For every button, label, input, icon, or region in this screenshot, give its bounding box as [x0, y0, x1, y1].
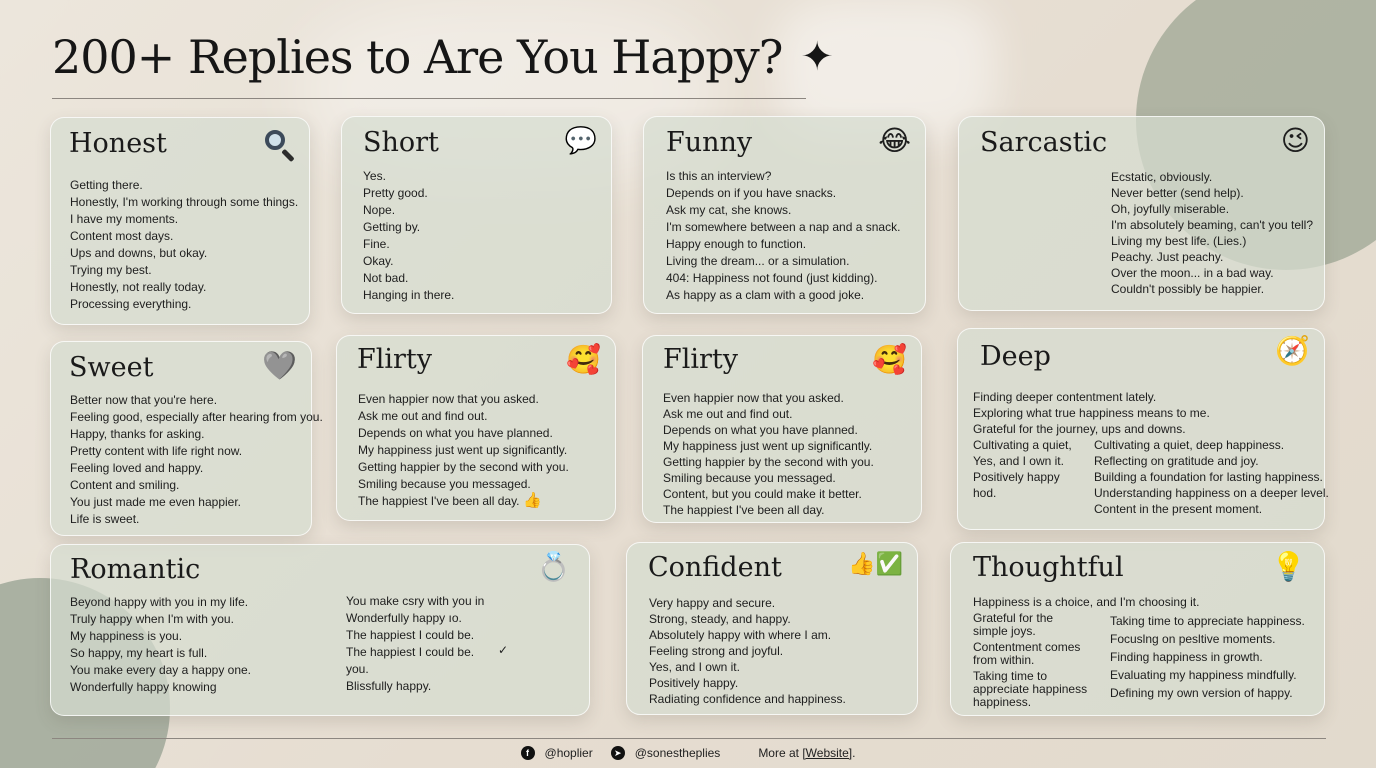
sparkle-icon: ✦: [800, 34, 833, 80]
card-honest: [50, 117, 310, 325]
facebook-handle[interactable]: @hoplier: [544, 746, 593, 760]
list-item: Getting happier by the second with you.: [358, 460, 569, 474]
title-divider: [52, 98, 806, 99]
card-title: Honest: [69, 128, 167, 159]
ring-icon: 💍: [536, 551, 571, 582]
list-item: Absolutely happy with where I am.: [649, 628, 832, 642]
smiling-face-hearts-icon: 🥰: [872, 344, 907, 375]
page-title: [52, 30, 833, 84]
list-item: Ask my cat, she knows.: [666, 203, 792, 217]
card-title: Flirty: [357, 344, 433, 375]
reply-list-right: [1094, 437, 1329, 517]
list-item: Over the moon... in a bad way.: [1111, 266, 1274, 280]
card-flirty: [336, 335, 616, 521]
page-title-text: 200+ Replies to Are You Happy?: [52, 30, 783, 84]
list-item: Better now that you're here.: [70, 393, 218, 407]
list-item: Depends on what you have planned.: [663, 423, 858, 437]
list-item: hod.: [973, 486, 997, 500]
list-item: Content and smiling.: [70, 478, 180, 492]
card-confident: [626, 542, 918, 715]
list-item: You make every day a happy one.: [70, 663, 252, 677]
list-item: Blissfully happy.: [346, 679, 432, 693]
reply-list: [649, 595, 846, 707]
list-item: Fine.: [363, 237, 390, 251]
list-item: Content most days.: [70, 229, 174, 243]
list-item: The happiest I've been all day.: [663, 503, 825, 517]
card-sweet: [50, 341, 323, 536]
list-item: Evaluating my happiness mindfully.: [1110, 668, 1297, 682]
laughing-face-icon: 😂: [878, 125, 911, 156]
list-item: Life is sweet.: [70, 512, 140, 526]
list-item: Yes, and I own it.: [649, 660, 740, 674]
list-item: I'm somewhere between a nap and a snack.: [666, 220, 901, 234]
speech-bubble-icon: 💬: [564, 125, 597, 155]
list-item: Smiling because you messaged.: [358, 477, 531, 491]
list-item: Not bad.: [363, 271, 409, 285]
reply-list: [70, 392, 323, 528]
list-item: simple joys.: [973, 624, 1036, 638]
magnifier-icon: [263, 128, 295, 165]
list-item: Oh, joyfully miserable.: [1111, 202, 1230, 216]
list-item: Even happier now that you asked.: [358, 392, 539, 406]
list-item: As happy as a clam with a good joke.: [666, 288, 865, 302]
reply-list-top: [973, 594, 1199, 611]
list-item: Ecstatic, obviously.: [1111, 170, 1213, 184]
card-title: Deep: [980, 341, 1051, 372]
list-item: Smiling because you messaged.: [663, 471, 836, 485]
list-item: Finding deeper contentment lately.: [973, 390, 1157, 404]
list-item: Beyond happy with you in my life.: [70, 595, 249, 609]
heart-icon: 🩶: [262, 350, 297, 381]
list-item: Wonderfully happy knowing: [70, 680, 217, 694]
list-item: Yes, and I own it.: [973, 454, 1064, 468]
list-item: Is this an interview?: [666, 169, 772, 183]
footer-more-text: More at [Website].: [758, 746, 856, 760]
website-link[interactable]: [Website]: [802, 746, 853, 760]
reply-list: [666, 168, 900, 304]
list-item: Grateful for the journey, ups and downs.: [973, 422, 1186, 436]
list-item: Very happy and secure.: [649, 596, 776, 610]
reply-list-right: [346, 593, 484, 695]
list-item: Getting by.: [363, 220, 421, 234]
reply-list-left: [973, 437, 1072, 501]
list-item: Never better (send help).: [1111, 186, 1244, 200]
card-funny: [643, 116, 926, 314]
list-item: Happiness is a choice, and I'm choosing it.: [973, 595, 1200, 609]
card-title: Romantic: [70, 554, 201, 585]
list-item: Building a foundation for lasting happiness.: [1094, 470, 1323, 484]
list-item: Ask me out and find out.: [663, 407, 793, 421]
list-item: appreciate happiness: [973, 682, 1088, 696]
list-item: Feeling good, especially after hearing from you.: [70, 410, 323, 424]
list-item: Exploring what true happiness means to me.: [973, 406, 1210, 420]
list-item: Defining my own version of happy.: [1110, 686, 1293, 700]
facebook-icon[interactable]: f: [521, 746, 535, 760]
list-item: Depends on what you have planned.: [358, 426, 553, 440]
list-item: Feeling strong and joyful.: [649, 644, 784, 658]
reply-list-right: [1110, 612, 1305, 702]
list-item: Grateful for the: [973, 611, 1054, 625]
card-title: Short: [363, 127, 439, 158]
list-item: Understanding happiness on a deeper level.: [1094, 486, 1329, 500]
list-item: I have my moments.: [70, 212, 179, 226]
list-item: I'm absolutely beaming, can't you tell?: [1111, 218, 1314, 232]
list-item: Couldn't possibly be happier.: [1111, 282, 1265, 296]
card-short: [341, 116, 612, 314]
list-item: Contentment comes: [973, 640, 1081, 654]
list-item: Taking time to appreciate happiness.: [1110, 614, 1305, 628]
thumbs-up-icon: 👍: [523, 492, 542, 509]
winking-face-icon: 😉: [1280, 125, 1310, 156]
list-item: My happiness is you.: [70, 629, 183, 643]
list-item: Depends on if you have snacks.: [666, 186, 837, 200]
list-item: You make csry with you in: [346, 594, 485, 608]
list-item: Nope.: [363, 203, 396, 217]
list-item: Cultivating a quiet,: [973, 438, 1072, 452]
thumbs-up-check-icon: 👍✅: [848, 551, 903, 576]
card-deep: [957, 328, 1329, 530]
list-item: Content in the present moment.: [1094, 502, 1263, 516]
list-item: The happiest I could be.: [346, 628, 475, 642]
reply-list-top: [973, 389, 1210, 437]
list-item: Content, but you could make it better.: [663, 487, 862, 501]
list-item: Okay.: [363, 254, 394, 268]
list-item: Living the dream... or a simulation.: [666, 254, 850, 268]
reply-list: [1111, 169, 1313, 297]
card-title: Sarcastic: [980, 127, 1108, 158]
card-title: Funny: [666, 127, 753, 158]
list-item: So happy, my heart is full.: [70, 646, 208, 660]
list-item: Strong, steady, and happy.: [649, 612, 791, 626]
list-item: Honestly, I'm working through some things.: [70, 195, 299, 209]
list-item: you.: [346, 662, 369, 676]
reply-list: [663, 390, 874, 518]
list-item: 404: Happiness not found (just kidding).: [666, 271, 878, 285]
list-item: Peachy. Just peachy.: [1111, 250, 1224, 264]
list-item: Happy enough to function.: [666, 237, 807, 251]
smiling-face-hearts-icon: 🥰: [566, 344, 601, 375]
list-item: Processing everything.: [70, 297, 192, 311]
card-sarcastic: [958, 116, 1325, 311]
telegram-handle[interactable]: @sonestheplies: [634, 746, 721, 760]
list-item: The happiest I've been all day.: [358, 494, 520, 508]
compass-icon: 🧭: [1275, 335, 1310, 366]
telegram-icon[interactable]: ➤: [611, 746, 625, 760]
list-item: Honestly, not really today.: [70, 280, 207, 294]
list-item: Hanging in there.: [363, 288, 455, 302]
list-item: Finding happiness in growth.: [1110, 650, 1263, 664]
list-item: Truly happy when I'm with you.: [70, 612, 234, 626]
list-item: Trying my best.: [70, 263, 152, 277]
reply-list-left: [70, 594, 251, 696]
list-item: My happiness just went up significantly.: [358, 443, 568, 457]
list-item: Getting happier by the second with you.: [663, 455, 874, 469]
reply-list: [70, 177, 298, 313]
footer-divider: [52, 738, 1326, 739]
list-item: Ups and downs, but okay.: [70, 246, 208, 260]
card-title: Thoughtful: [973, 552, 1124, 583]
list-item: Getting there.: [70, 178, 143, 192]
card-thoughtful: [950, 542, 1325, 716]
card-flirty-2: [642, 335, 922, 523]
list-item: Feeling loved and happy.: [70, 461, 204, 475]
list-item: Cultivating a quiet, deep happiness.: [1094, 438, 1285, 452]
card-romantic: [50, 544, 590, 716]
list-item: Pretty good.: [363, 186, 428, 200]
list-item: Wonderfully happy ıo.: [346, 611, 462, 625]
list-item: Positively happy.: [649, 676, 739, 690]
list-item: Pretty content with life right now.: [70, 444, 243, 458]
reply-list-left: [973, 612, 1087, 709]
card-title: Confident: [648, 552, 782, 583]
list-item: Reflecting on gratitude and joy.: [1094, 454, 1259, 468]
list-item: Happy, thanks for asking.: [70, 427, 205, 441]
list-item: happiness.: [973, 695, 1032, 709]
list-item: Focuslng on pesltive moments.: [1110, 632, 1276, 646]
check-mark-icon: ✓: [498, 643, 509, 657]
footer: [0, 746, 1376, 760]
list-item: Positively happy: [973, 470, 1060, 484]
list-item: My happiness just went up significantly.: [663, 439, 873, 453]
list-item: Yes.: [363, 169, 386, 183]
card-title: Flirty: [663, 344, 739, 375]
reply-list: [363, 168, 454, 304]
lightbulb-icon: 💡: [1271, 551, 1306, 582]
list-item: You just made me even happier.: [70, 495, 242, 509]
list-item: Living my best life. (Lies.): [1111, 234, 1247, 248]
list-item: The happiest I could be.: [346, 645, 475, 659]
list-item: from within.: [973, 653, 1035, 667]
card-title: Sweet: [69, 352, 154, 383]
list-item: Taking time to: [973, 669, 1048, 683]
list-item: Radiating confidence and happiness.: [649, 692, 846, 706]
list-item: Even happier now that you asked.: [663, 391, 844, 405]
list-item: Ask me out and find out.: [358, 409, 488, 423]
